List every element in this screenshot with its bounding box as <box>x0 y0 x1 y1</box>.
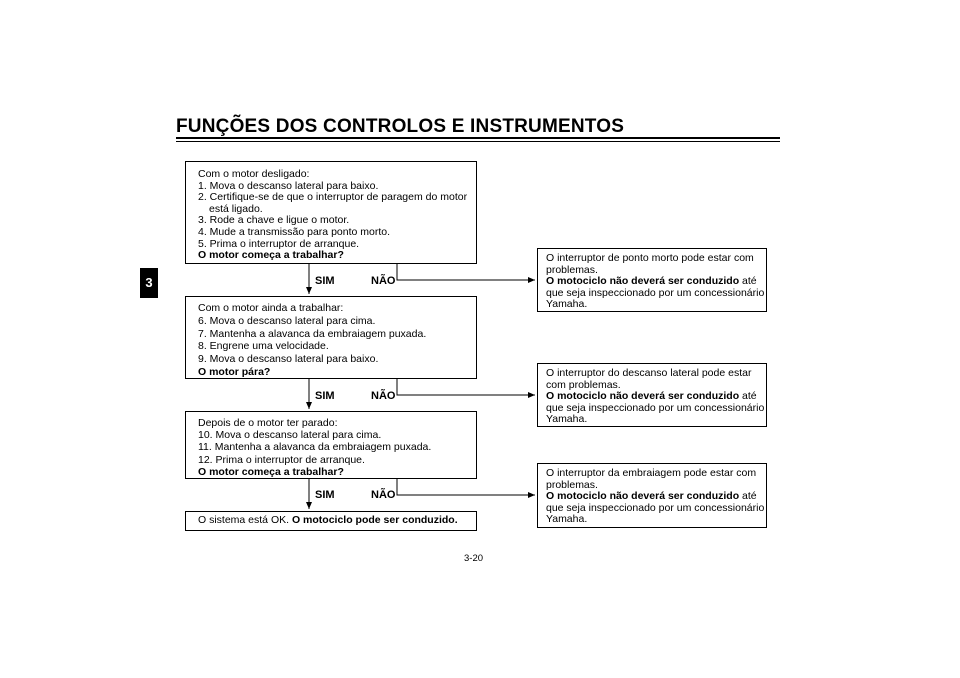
no-label: NÃO <box>371 390 396 402</box>
result-warning: O motociclo não deverá ser conduzido <box>546 490 740 503</box>
step-question: O motor começa a trabalhar? <box>198 249 344 262</box>
step-line: 1. Mova o descanso lateral para baixo. <box>198 179 379 192</box>
result-line: O interruptor da embraiagem pode estar com <box>546 467 757 479</box>
result-line: que seja inspeccionado por um concessionário <box>546 501 765 514</box>
step-line: 8. Engrene uma velocidade. <box>198 340 329 353</box>
step-line: 3. Rode a chave e ligue o motor. <box>198 214 350 227</box>
step-line: 5. Prima o interruptor de arranque. <box>198 237 360 250</box>
step-line: 9. Mova o descanso lateral para baixo. <box>198 353 379 366</box>
result-line: O interruptor de ponto morto pode estar com <box>546 252 754 264</box>
step-box-1 <box>185 161 477 264</box>
no-label: NÃO <box>371 489 396 501</box>
step-line: está ligado. <box>209 202 263 215</box>
result-line: até <box>742 390 757 403</box>
yes-label: SIM <box>315 390 335 402</box>
step-box-3 <box>185 411 477 479</box>
step-line: 10. Mova o descanso lateral para cima. <box>198 429 382 442</box>
result-line: que seja inspeccionado por um concessionário <box>546 286 765 299</box>
result-line: Yamaha. <box>546 298 588 311</box>
result-line: Yamaha. <box>546 413 588 426</box>
step-line: Depois de o motor ter parado: <box>198 417 338 429</box>
step-question: O motor começa a trabalhar? <box>198 465 344 478</box>
yes-label: SIM <box>315 489 335 501</box>
step-line: 7. Mantenha a alavanca da embraiagem puxada. <box>198 327 427 340</box>
final-bold: O motociclo pode ser conduzido. <box>291 514 458 526</box>
step-line: 12. Prima o interruptor de arranque. <box>198 453 365 466</box>
step-line: 2. Certifique-se de que o interruptor de paragem do motor <box>198 191 468 204</box>
final-box <box>185 511 477 531</box>
result-warning: O motociclo não deverá ser conduzido <box>546 390 740 403</box>
result-line: até <box>742 490 757 503</box>
result-line: problemas. <box>546 478 598 491</box>
chapter-tab: 3 <box>140 268 158 298</box>
result-line: que seja inspeccionado por um concessionário <box>546 401 765 414</box>
result-line: com problemas. <box>546 378 621 391</box>
result-box-3 <box>537 463 767 528</box>
step-line: Com o motor desligado: <box>198 168 310 180</box>
step-line: 6. Mova o descanso lateral para cima. <box>198 314 376 327</box>
page-title: FUNÇÕES DOS CONTROLOS E INSTRUMENTOS <box>176 116 625 137</box>
result-line: Yamaha. <box>546 513 588 526</box>
result-box-1 <box>537 248 767 312</box>
yes-label: SIM <box>315 275 335 287</box>
page-number: 3-20 <box>464 553 484 564</box>
step-line: Com o motor ainda a trabalhar: <box>198 302 344 314</box>
result-warning: O motociclo não deverá ser conduzido <box>546 275 740 288</box>
no-label: NÃO <box>371 275 396 287</box>
result-line: até <box>742 275 757 288</box>
result-line: O interruptor do descanso lateral pode estar <box>546 367 752 379</box>
step-box-2 <box>185 296 477 379</box>
step-line: 4. Mude a transmissão para ponto morto. <box>198 225 391 238</box>
step-line: 11. Mantenha a alavanca da embraiagem puxada. <box>198 441 432 454</box>
final-text: O sistema está OK. <box>198 514 290 526</box>
step-question: O motor pára? <box>198 365 271 378</box>
result-line: problemas. <box>546 263 598 276</box>
result-box-2 <box>537 363 767 427</box>
